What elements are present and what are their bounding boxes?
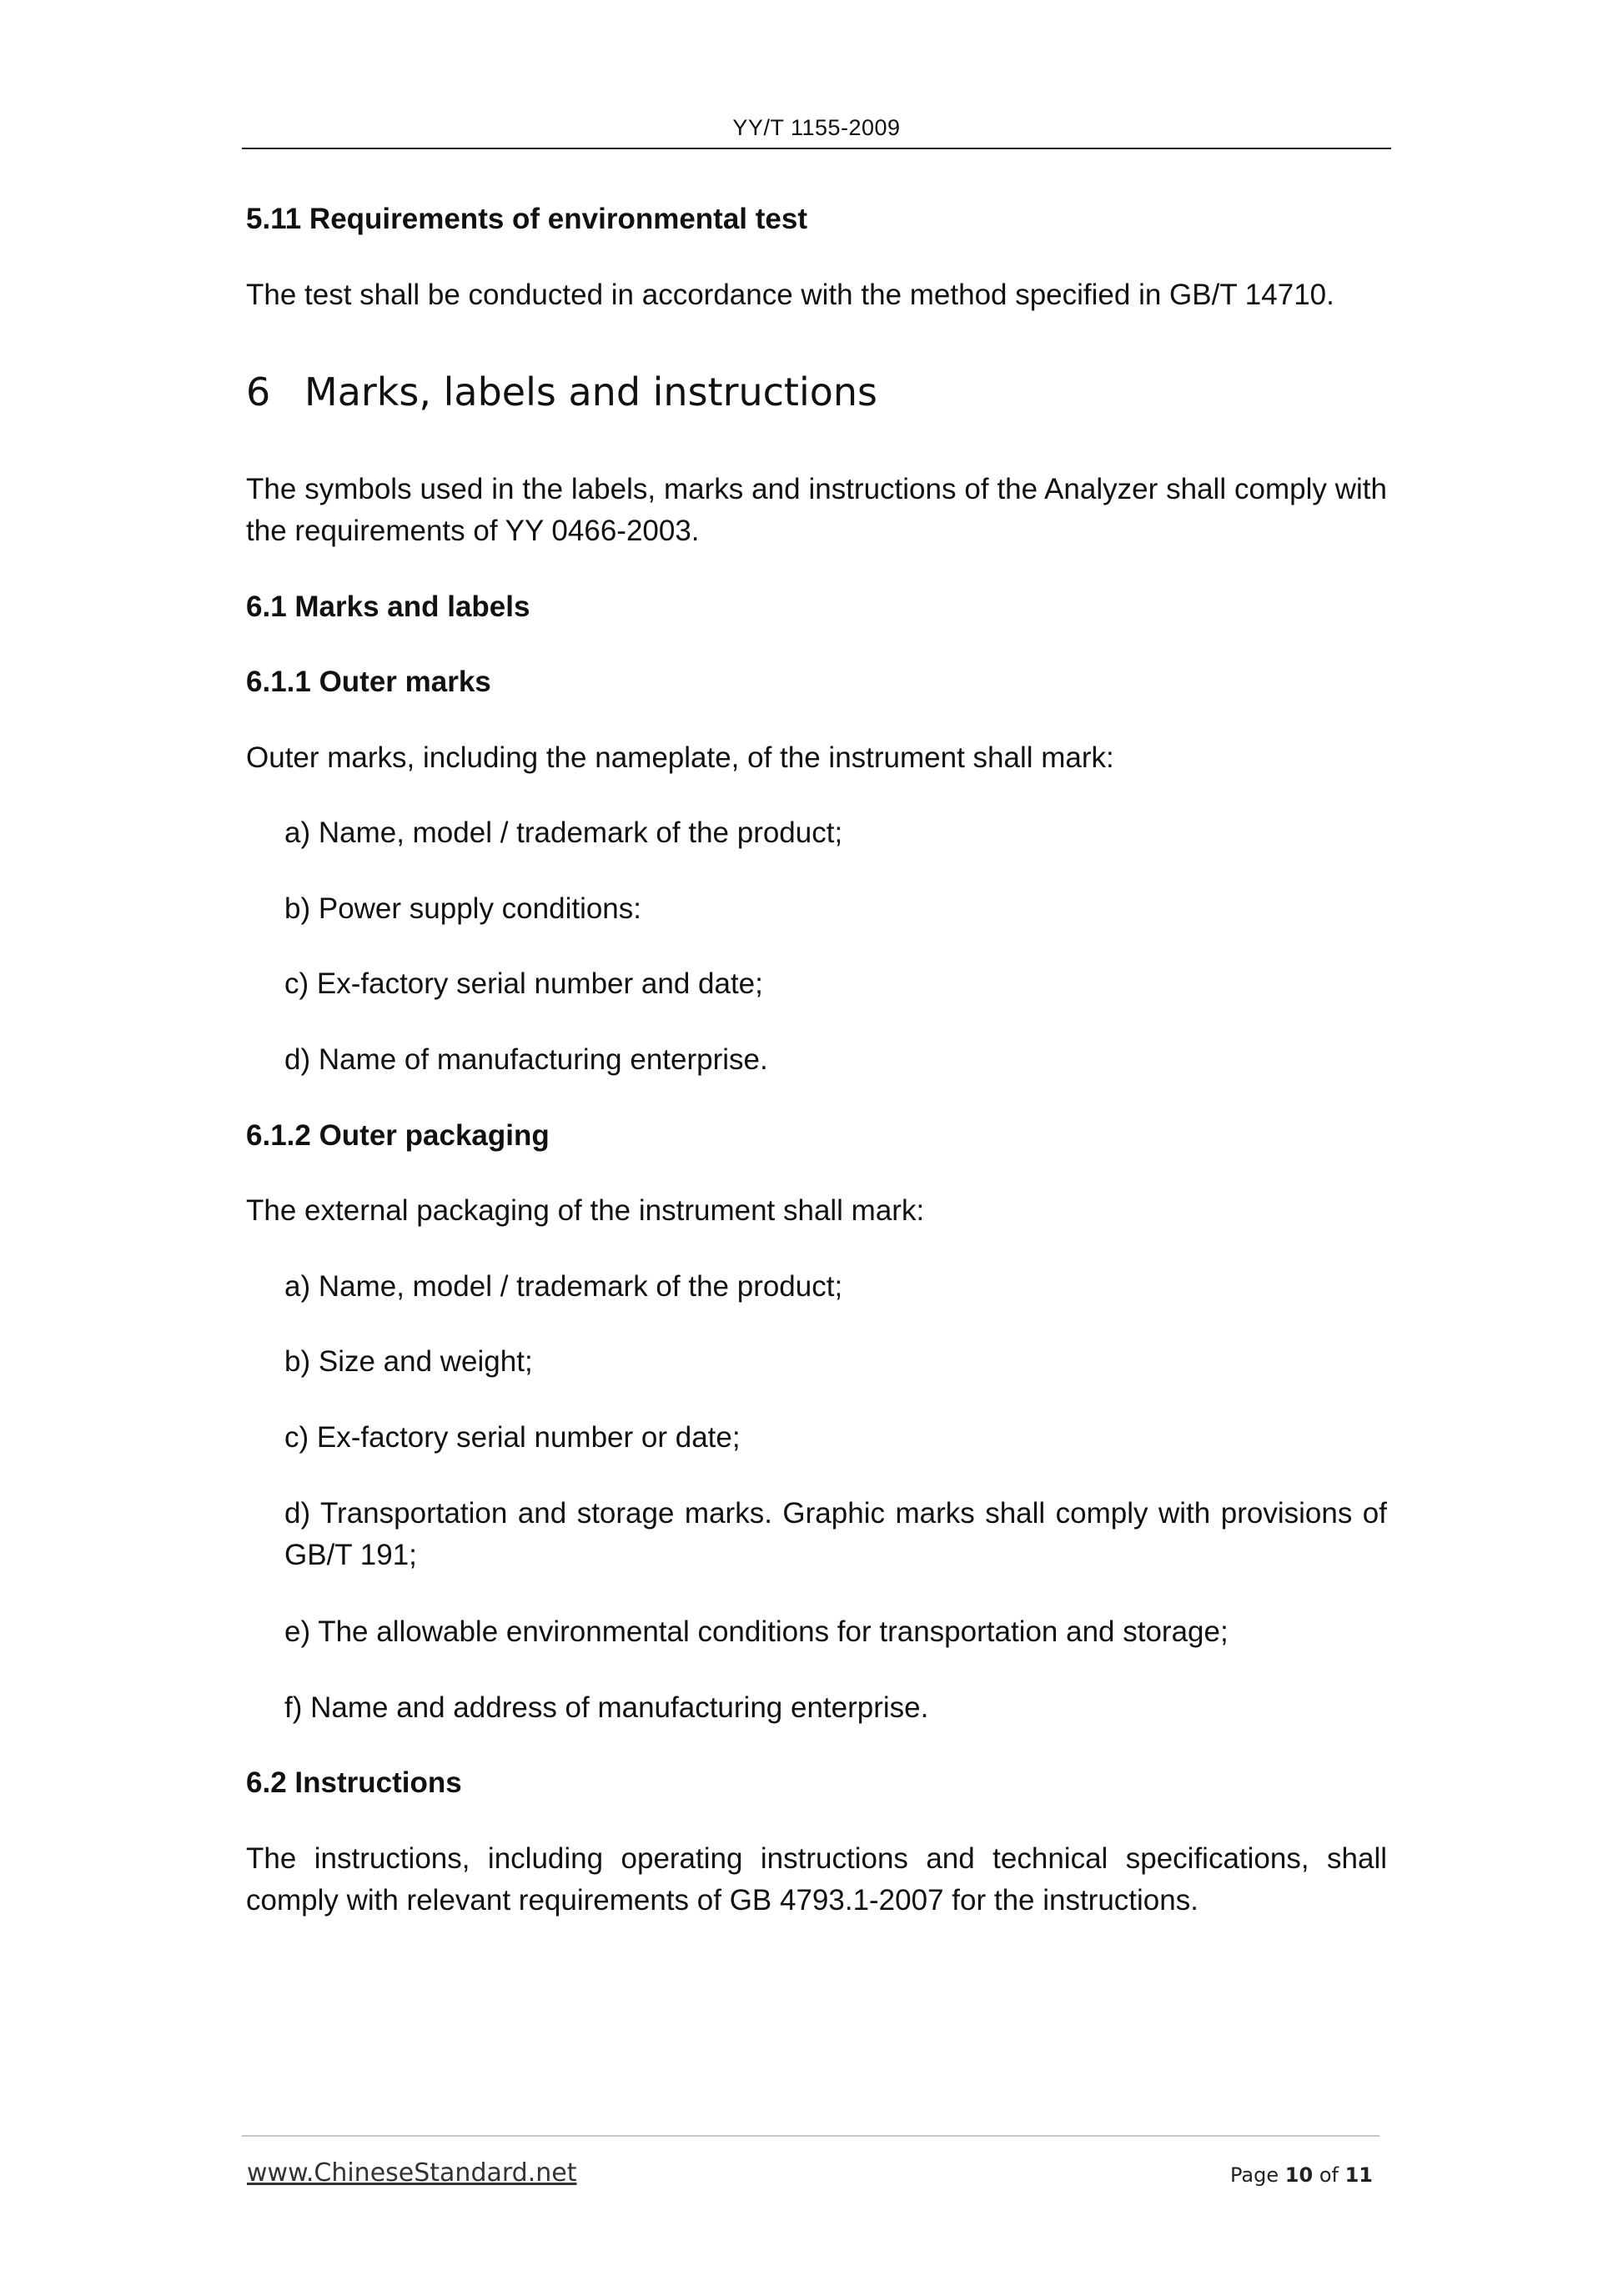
website-link[interactable]: www.ChineseStandard.net	[247, 2158, 577, 2188]
list-item: c) Ex-factory serial number or date;	[284, 1421, 741, 1454]
page-number	[1230, 2163, 1373, 2187]
heading-6-1-1: 6.1.1 Outer marks	[246, 666, 491, 698]
list-item: a) Name, model / trademark of the product;	[284, 1270, 843, 1303]
header-divider	[242, 148, 1391, 149]
paragraph-5-11: The test shall be conducted in accordance with the method specified in GB/T 14710.	[246, 279, 1334, 311]
heading-6-2: 6.2 Instructions	[246, 1766, 462, 1799]
page-prefix: Page	[1230, 2163, 1279, 2187]
list-item: c) Ex-factory serial number and date;	[284, 967, 763, 1000]
list-item: d) Transportation and storage marks. Graphic marks shall comply with provisions of GB/T 191;	[284, 1497, 1387, 1571]
paragraph-6: The symbols used in the labels, marks and instructions of the Analyzer shall comply with the requirements of YY 0466-2003.	[246, 473, 1387, 547]
footer-divider	[242, 2135, 1379, 2137]
paragraph-6-1-1-intro: Outer marks, including the nameplate, of the instrument shall mark:	[246, 741, 1114, 774]
page-total: 11	[1344, 2163, 1373, 2187]
list-item: e) The allowable environmental conditions for transportation and storage;	[284, 1615, 1229, 1648]
heading-6-1: 6.1 Marks and labels	[246, 590, 530, 623]
section-6-title-text: Marks, labels and instructions	[304, 369, 878, 414]
paragraph-6-1-2-intro: The external packaging of the instrument shall mark:	[246, 1194, 925, 1227]
heading-6-1-2: 6.1.2 Outer packaging	[246, 1119, 550, 1152]
list-item: d) Name of manufacturing enterprise.	[284, 1043, 768, 1076]
heading-5-11: 5.11 Requirements of environmental test	[246, 203, 807, 235]
list-item: f) Name and address of manufacturing enterprise.	[284, 1691, 929, 1724]
paragraph-6-2: The instructions, including operating instructions and technical specifications, shall comply with relevant requirements of GB 4793.1-2007 for the instructions.	[246, 1842, 1387, 1917]
list-item: a) Name, model / trademark of the product;	[284, 816, 843, 849]
page-current: 10	[1284, 2163, 1314, 2187]
list-item: b) Power supply conditions:	[284, 892, 641, 925]
list-item: b) Size and weight;	[284, 1345, 533, 1378]
document-code: YY/T 1155-2009	[732, 115, 901, 140]
page-of: of	[1319, 2163, 1339, 2187]
section-6-title	[246, 367, 877, 417]
section-6-number: 6	[246, 369, 271, 414]
